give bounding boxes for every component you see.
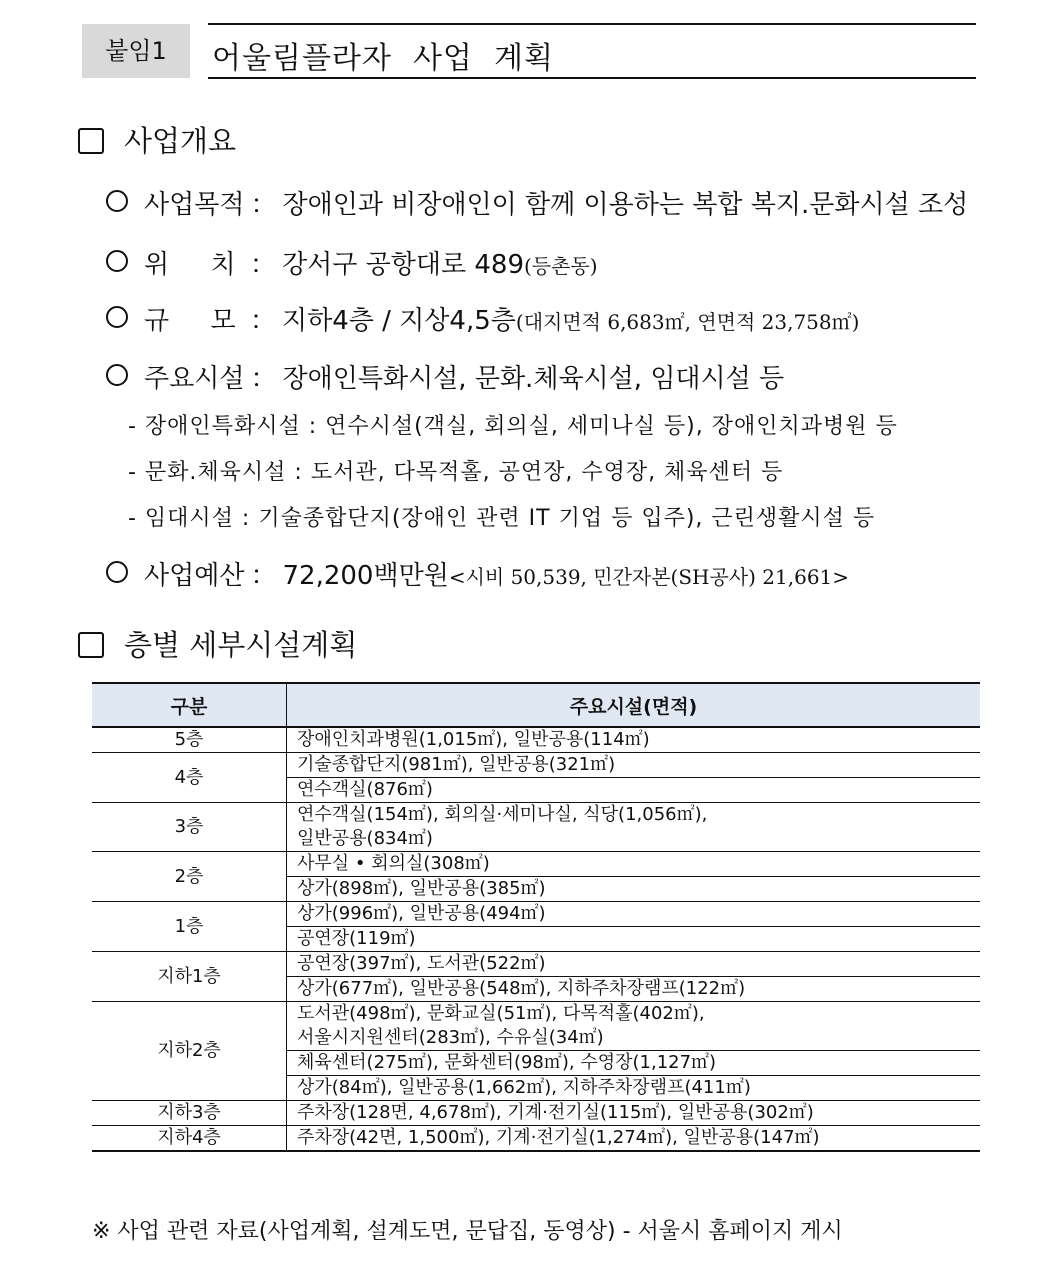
table-row [92,1126,980,1152]
item-facilities [106,358,784,394]
facility-line: 일반공용(834㎡) [297,828,433,849]
facility-cell: 상가(84㎡), 일반공용(1,662㎡), 지하주차장램프(411㎡) [287,1076,981,1101]
item-label: 규 모 [144,306,236,336]
section-title: 사업개요 [124,124,237,158]
item-separator: ： [250,190,277,220]
floor-cell: 1층 [92,902,287,952]
item-value: 장애인과 비장애인이 함께 이용하는 복합 복지.문화시설 조성 [282,190,969,220]
facility-cell: 상가(898㎡), 일반공용(385㎡) [287,877,981,902]
table-row [92,952,980,977]
checkbox-square-icon [78,128,104,154]
section-title: 층별 세부시설계획 [124,628,358,662]
facility-cell: 기술종합단지(981㎡), 일반공용(321㎡) [287,753,981,778]
facility-cell [287,803,981,852]
section-heading-floor-plan [78,623,357,663]
floor-cell: 2층 [92,852,287,902]
item-separator: ： [250,306,277,336]
facility-cell: 연수객실(876㎡) [287,778,981,803]
item-value: 강서구 공항대로 489 [282,250,524,280]
item-value-small: <시비 50,539, 민간자본(SH공사) 21,661> [448,565,850,589]
table-row [92,1002,980,1051]
checkbox-square-icon [78,632,104,658]
item-value-small: (등촌동) [523,254,598,278]
facility-cell: 상가(677㎡), 일반공용(548㎡), 지하주차장램프(122㎡) [287,977,981,1002]
attachment-tag: 붙임1 [82,24,190,78]
floor-cell: 지하3층 [92,1101,287,1126]
item-separator: ： [250,364,277,394]
facility-cell: 주차장(128면, 4,678㎡), 기계·전기실(115㎡), 일반공용(302㎡) [287,1101,981,1126]
facility-line: 연수객실(154㎡), 회의실·세미나실, 식당(1,056㎡), [297,804,708,825]
item-label: 주요시설 [144,364,245,394]
document-title-box [208,23,976,79]
item-label: 사업예산 [144,561,245,591]
floor-cell: 3층 [92,803,287,852]
column-header-category: 구분 [92,683,287,727]
table-row [92,727,980,753]
table-row [92,852,980,877]
floor-cell: 4층 [92,753,287,803]
floor-facility-table [92,682,980,1152]
section-heading-overview [78,119,236,159]
item-label: 위 치 [144,250,236,280]
facility-line: 서울시지원센터(283㎡), 수유실(34㎡) [297,1027,604,1048]
subitem-rental: - 임대시설 : 기술종합단지(장애인 관련 IT 기업 등 입주), 근린생활시설 등 [128,506,876,531]
item-separator: ： [250,561,277,591]
subitem-special: - 장애인특화시설 : 연수시설(객실, 회의실, 세미나실 등), 장애인치과병원 등 [128,414,898,439]
facility-cell: 주차장(42면, 1,500㎡), 기계·전기실(1,274㎡), 일반공용(147㎡) [287,1126,981,1152]
floor-cell: 5층 [92,727,287,753]
facility-cell: 장애인치과병원(1,015㎡), 일반공용(114㎡) [287,727,981,753]
table-row [92,1101,980,1126]
table-row [92,753,980,778]
item-value: 장애인특화시설, 문화.체육시설, 임대시설 등 [282,364,785,394]
item-budget [106,555,849,591]
floor-cell: 지하2층 [92,1002,287,1101]
floor-cell: 지하1층 [92,952,287,1002]
circle-bullet-icon [106,190,128,212]
circle-bullet-icon [106,561,128,583]
facility-cell: 공연장(119㎡) [287,927,981,952]
item-value: 72,200백만원 [282,561,449,591]
table-row [92,902,980,927]
facility-cell: 상가(996㎡), 일반공용(494㎡) [287,902,981,927]
footnote: ※ 사업 관련 자료(사업계획, 설계도면, 문답집, 동영상) - 서울시 홈페이지 게시 [92,1219,843,1244]
facility-cell: 사무실 • 회의실(308㎡) [287,852,981,877]
subitem-culture: - 문화.체육시설 : 도서관, 다목적홀, 공연장, 수영장, 체육센터 등 [128,460,784,485]
table-header-row [92,683,980,727]
facility-cell: 공연장(397㎡), 도서관(522㎡) [287,952,981,977]
item-value: 지하4층 / 지상4,5층 [282,306,516,336]
item-separator: ： [250,250,277,280]
circle-bullet-icon [106,364,128,386]
item-value-small: (대지면적 6,683㎡, 연면적 23,758㎡) [515,310,860,334]
document-title: 어울림플라자 사업 계획 [212,41,554,76]
table-row [92,803,980,852]
item-location [106,244,598,280]
facility-line: 도서관(498㎡), 문화교실(51㎡), 다목적홀(402㎡), [297,1003,705,1024]
facility-cell: 체육센터(275㎡), 문화센터(98㎡), 수영장(1,127㎡) [287,1051,981,1076]
circle-bullet-icon [106,250,128,272]
item-scale [106,300,859,336]
facility-cell [287,1002,981,1051]
item-purpose [106,184,968,220]
circle-bullet-icon [106,306,128,328]
floor-cell: 지하4층 [92,1126,287,1152]
item-label: 사업목적 [144,190,245,220]
column-header-facilities: 주요시설(면적) [287,683,981,727]
